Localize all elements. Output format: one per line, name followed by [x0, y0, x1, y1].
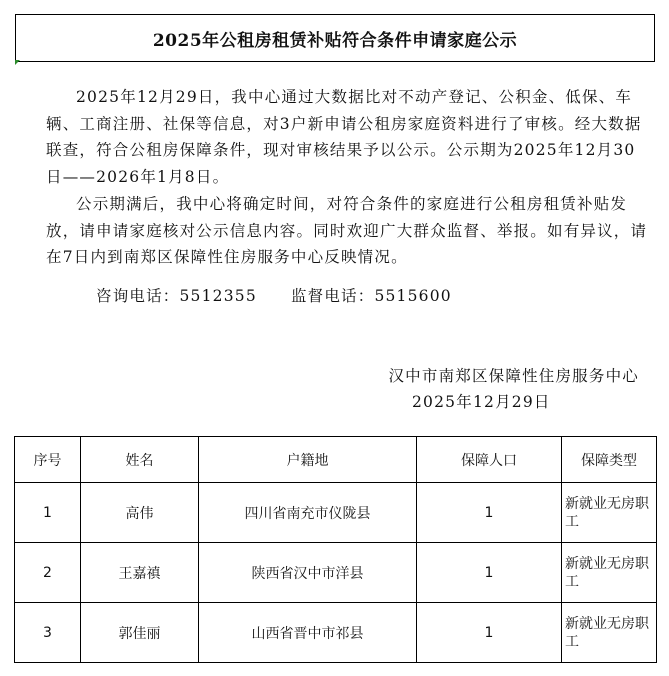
cell-type: 新就业无房职工 — [562, 483, 657, 543]
header-type: 保障类型 — [562, 437, 657, 483]
signature-date: 2025年12月29日 — [412, 393, 551, 411]
cell-type: 新就业无房职工 — [562, 603, 657, 663]
header-people: 保障人口 — [417, 437, 562, 483]
cell-name: 郭佳丽 — [81, 603, 199, 663]
header-no: 序号 — [15, 437, 81, 483]
contact-line — [96, 284, 452, 306]
corner-mark-icon — [15, 60, 20, 65]
cell-origin: 山西省晋中市祁县 — [199, 603, 417, 663]
signature-org: 汉中市南郑区保障性住房服务中心 — [388, 367, 639, 385]
paragraph-1: 2025年12月29日，我中心通过大数据比对不动产登记、公积金、低保、车辆、工商注册、社保等信息，对3户新申请公租房家庭资料进行了审核。经大数据联查，符合公租房保障条件，现对审核结果予以公示。公示期为2025年12月30日——2026年1月8日。 — [46, 88, 642, 187]
cell-name: 高伟 — [81, 483, 199, 543]
header-name: 姓名 — [81, 437, 199, 483]
cell-people: 1 — [417, 543, 562, 603]
cell-origin: 四川省南充市仪陇县 — [199, 483, 417, 543]
cell-people: 1 — [417, 483, 562, 543]
cell-no: 1 — [15, 483, 81, 543]
notice-body — [46, 84, 648, 271]
table-row — [15, 483, 657, 543]
paragraph-2: 公示期满后，我中心将确定时间，对符合条件的家庭进行公租房租赁补贴发放，请申请家庭核对公示信息内容。同时欢迎广大群众监督、举报。如有异议，请在7日内到南郑区保障性住房服务中心反映情况。 — [46, 194, 648, 267]
applicant-table — [14, 436, 657, 663]
cell-people: 1 — [417, 603, 562, 663]
table-row — [15, 543, 657, 603]
cell-type: 新就业无房职工 — [562, 543, 657, 603]
table-header-row — [15, 437, 657, 483]
supervision-phone: 监督电话：5515600 — [290, 287, 452, 305]
cell-no: 2 — [15, 543, 81, 603]
cell-origin: 陕西省汉中市洋县 — [199, 543, 417, 603]
notice-title-box — [15, 14, 655, 62]
cell-name: 王嘉禛 — [81, 543, 199, 603]
table-row — [15, 603, 657, 663]
cell-no: 3 — [15, 603, 81, 663]
inquiry-phone: 咨询电话：5512355 — [96, 287, 257, 305]
header-origin: 户籍地 — [199, 437, 417, 483]
notice-title: 2025年公租房租赁补贴符合条件申请家庭公示 — [152, 30, 518, 51]
